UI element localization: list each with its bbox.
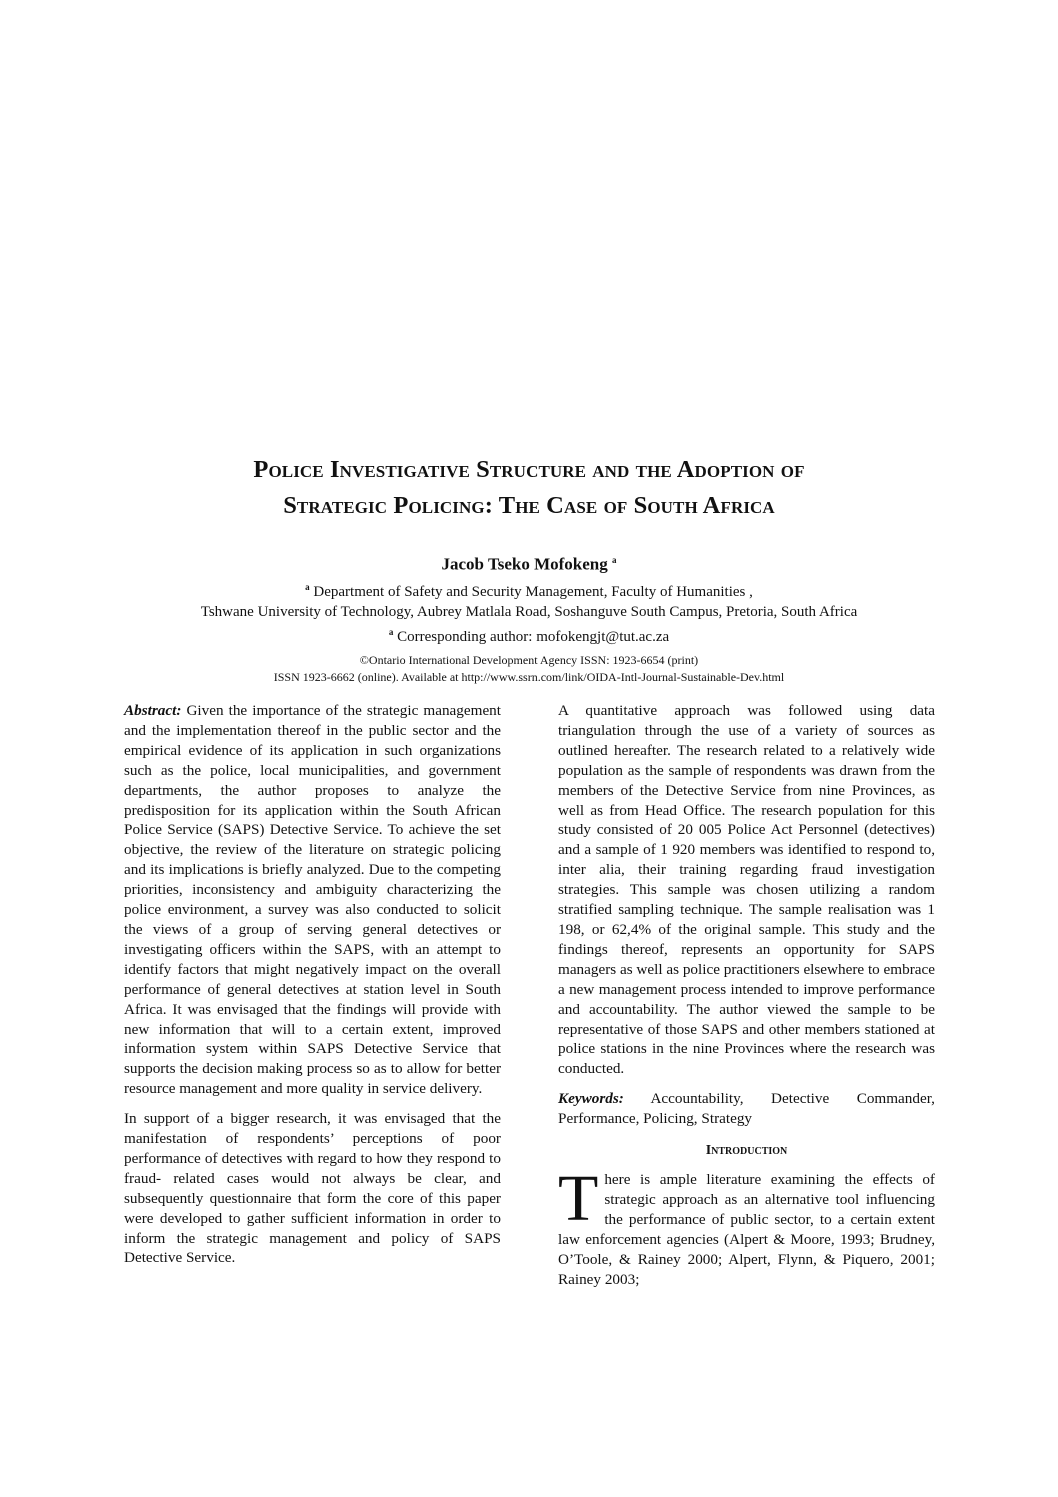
dropcap-letter: T bbox=[558, 1162, 599, 1236]
paper-title-line-1: Police Investigative Structure and the Adoption of bbox=[253, 456, 805, 483]
keywords-paragraph bbox=[558, 1089, 935, 1129]
author-block bbox=[60, 548, 998, 647]
copyright-line-2: ISSN 1923-6662 (online). Available at http://www.ssrn.com/link/OIDA-Intl-Journal-Sustainable-Dev.html bbox=[273, 670, 785, 684]
keywords-label: Keywords: bbox=[558, 1090, 624, 1108]
author-name-text: Jacob Tseko Mofokeng bbox=[441, 554, 608, 574]
keywords-text: Accountability, Detective Commander, Performance, Policing, Strategy bbox=[558, 1090, 935, 1128]
paper-title bbox=[60, 452, 998, 524]
abstract-text: Given the importance of the strategic management and the implementation thereof in the public sector and the empirical evidence of its application in such organizations such as the police, local municipalities, and government departments, the author proposes to analyze the predisposition for its application within the South African Police Service (SAPS) Detective Service. To achieve the set objective, the review of the literature on strategic policing and its implications is briefly analyzed. Due to the competing priorities, inconsistency and ambiguity characterizing the police environment, a survey was also conducted to solicit the views of a group of serving general detectives or investigating officers within the SAPS, with an attempt to identify factors that might negatively impact on the overall performance of general detectives at station level in South Africa. It was envisaged that the findings will provide with new information that will to a certain extent, improved information system within SAPS Detective Service that supports the decision making process so as to allow for better resource management and more quality in service delivery. bbox=[124, 702, 501, 1098]
author-name bbox=[60, 548, 998, 577]
abstract-label: Abstract: bbox=[124, 702, 182, 719]
corresponding-author-text: Corresponding author: mofokengjt@tut.ac.za bbox=[397, 628, 670, 645]
left-column bbox=[124, 701, 501, 1268]
paper-title-line-2: Strategic Policing: The Case of South Africa bbox=[283, 492, 775, 519]
right-column bbox=[558, 701, 935, 1289]
affiliation-line-2: Tshwane University of Technology, Aubrey Matlala Road, Soshanguve South Campus, Pretoria, South Africa bbox=[200, 603, 858, 620]
copyright-line-1: ©Ontario International Development Agency ISSN: 1923-6654 (print) bbox=[359, 653, 699, 667]
abstract-paragraph bbox=[124, 701, 501, 1099]
affiliation-marker: a bbox=[305, 581, 310, 592]
abstract-paragraph-2: In support of a bigger research, it was envisaged that the manifestation of respondents’ perceptions of poor performance of detectives with regard to how they respond to fraud- related cases would not always be clear, and subsequently questionnaire that form the core of this paper were developed to gather sufficient information in order to inform the strategic management and policy of SAPS Detective Service. bbox=[124, 1110, 501, 1267]
corresponding-marker: a bbox=[388, 626, 394, 637]
affiliation-text-1: Department of Safety and Security Management, Faculty of Humanities , bbox=[313, 583, 753, 600]
author-marker: a bbox=[612, 555, 617, 565]
affiliation-line-1 bbox=[60, 577, 998, 602]
introduction-paragraph bbox=[558, 1162, 935, 1289]
copyright-notice bbox=[60, 652, 998, 686]
corresponding-author bbox=[60, 622, 998, 647]
introduction-heading: Introduction bbox=[705, 1143, 788, 1159]
abstract-paragraph-3: A quantitative approach was followed using data triangulation through the use of a variety of sources as outlined hereafter. The research related to a relatively wide population as the sample of respondents was drawn from the members of the Detective Service from nine Provinces, as well as from Head Office. The research population for this study consisted of 20 005 Police Act Personnel (detectives) and a sample of 1 920 members was identified to respond to, inter alia, their training regarding fraud investigation strategies. This sample was chosen utilizing a random stratified sampling technique. The sample realisation was 1 198, or 62,4% of the original sample. This study and the findings thereof, represents an opportunity for SAPS managers as well as police practitioners elsewhere to embrace a new management process intended to improve performance and accountability. The author viewed the sample to be representative of those SAPS and other members stationed at police stations in the nine Provinces where the research was conducted. bbox=[558, 702, 935, 1078]
introduction-text: here is ample literature examining the effects of strategic approach as an alternative tool influencing the performance of public sector, to a certain extent law enforcement agencies (Alpert & Moore, 1993; Brudney, O’Toole, & Rainey 2000; Alpert, Flynn, & Piquero, 2001; Rainey 2003; bbox=[558, 1171, 935, 1288]
